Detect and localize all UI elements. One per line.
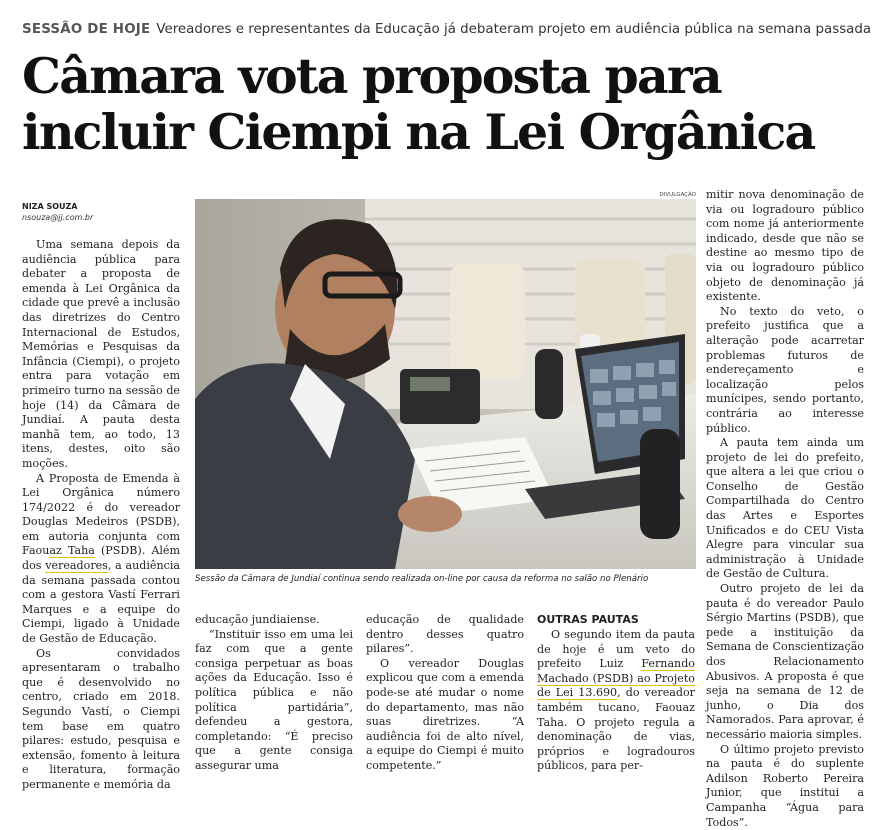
paragraph: No texto do veto, o prefeito justifica que a alteração pode acarretar problemas futuros de endereçamento e localização pelos munícipes, sendo portanto, contrária ao interesse público. <box>706 304 864 435</box>
paragraph <box>22 472 180 647</box>
highlighted-text: vereadores <box>45 559 108 573</box>
text-run: (PSDB). Além dos <box>22 544 180 573</box>
paragraph: mitir nova denominação de via ou logradouro público com nome já anteriormente indicado, desde que não se destine ao mesmo tipo de via ou logradouro público objeto de denominação já existente. <box>706 188 864 304</box>
photo-illustration <box>195 199 696 569</box>
headline-line-2: incluir Ciempi na Lei Orgânica <box>22 103 815 161</box>
headline-line-1: Câmara vota proposta para <box>22 47 721 105</box>
highlighted-text: Fernando Machado (PSDB) ao Projeto de Lei 13.690 <box>537 657 695 700</box>
paragraph: Outro projeto de lei da pauta é do vereador Paulo Sérgio Martins (PSDB), que pede a instituição da Semana de Conscientização dos Relacionamento Abusivos. A proposta é que seja na semana de 12 de junho, o Dia dos Namorados. Para aprovar, é necessário maioria simples. <box>706 582 864 741</box>
paragraph: O vereador Douglas explicou que com a emenda pode-se até mudar o nome do departamento, mas não suas diretrizes. “A audiência foi de alto nível, a equipe do Ciempi é muito competente.” <box>366 656 524 772</box>
byline <box>22 202 182 224</box>
article-column-2 <box>195 613 353 774</box>
byline-author: NIZA SOUZA <box>22 202 78 211</box>
article-column-4 <box>537 613 695 774</box>
text-run: A Proposta de Emenda à Lei Orgânica número 174/2022 é do vereador Douglas Medeiros (PSDB), em autoria conjunta com Faou <box>22 471 180 558</box>
text-run: , do vereador também tucano, Faouaz Taha. O projeto regula a denominação de vias, próprios e logradouros públicos, para per- <box>537 686 695 773</box>
paragraph <box>537 628 695 774</box>
paragraph: O último projeto previsto na pauta é do suplente Adilson Roberto Pereira Junior, que institui a Campanha “Água para Todos”. <box>706 742 864 829</box>
headline <box>22 48 872 160</box>
subheading: OUTRAS PAUTAS <box>537 613 639 626</box>
paragraph: Os convidados apresentaram o trabalho que é desenvolvido no centro, criado em 2018. Segundo Vastí, o Ciempi tem base em quatro pilares: estudo, pesquisa e extensão, fomento à leitura e literatura, formação permanente e memória da <box>22 646 180 791</box>
article-column-3 <box>366 613 524 774</box>
photo-caption: Sessão da Câmara de Jundiaí continua sendo realizada on-line por causa da reforma no salão no Plenário <box>195 574 649 584</box>
kicker <box>22 20 872 40</box>
photo-credit: DIVULGAÇÃO <box>659 192 696 198</box>
paragraph: educação de qualidade dentro desses quatro pilares”. <box>366 613 524 656</box>
paragraph: Uma semana depois da audiência pública para debater a proposta de emenda à Lei Orgânica da cidade que prevê a inclusão das diretrizes do Centro Internacional de Estudos, Memórias e Pesquisas da Infância (Ciempi), o projeto entra para votação em primeiro turno na sessão de hoje (14) da Câmara de Jundiaí. A pauta desta manhã tem, ao todo, 13 itens, destes, oito são moções. <box>22 238 180 470</box>
article-photo <box>195 199 696 569</box>
article-column-5 <box>706 188 864 830</box>
byline-email: nsouza@jj.com.br <box>22 213 94 222</box>
text-run: , a audiência da semana passada contou com a gestora Vastí Ferrari Marques e a equipe do Ciempi, ligado à Unidade de Gestão de Educação. <box>22 559 180 646</box>
paragraph: A pauta tem ainda um projeto de lei do prefeito, que altera a lei que criou o Conselho de Gestão Compartilhada do Centro das Artes e Esportes Unificados e do CEU Vista Alegre para vincular sua administração à Unidade de Gestão de Cultura. <box>706 436 864 581</box>
text-run: O segundo item da pauta de hoje é um veto do prefeito Luiz <box>537 628 695 671</box>
paragraph: educação jundiaiense. <box>195 613 320 626</box>
kicker-text: Vereadores e representantes da Educação já debateram projeto em audiência pública na semana passada <box>156 22 872 37</box>
section-tag: SESSÃO DE HOJE <box>22 22 151 37</box>
article-column-1 <box>22 238 180 793</box>
highlighted-text: az Taha <box>49 544 95 558</box>
paragraph: “Instituir isso em uma lei faz com que a gente consiga perpetuar as boas ações da Educação. Isso é política pública e não política partidária”, defendeu a gestora, completando: “É preciso que a gente consiga assegurar uma <box>195 627 353 772</box>
